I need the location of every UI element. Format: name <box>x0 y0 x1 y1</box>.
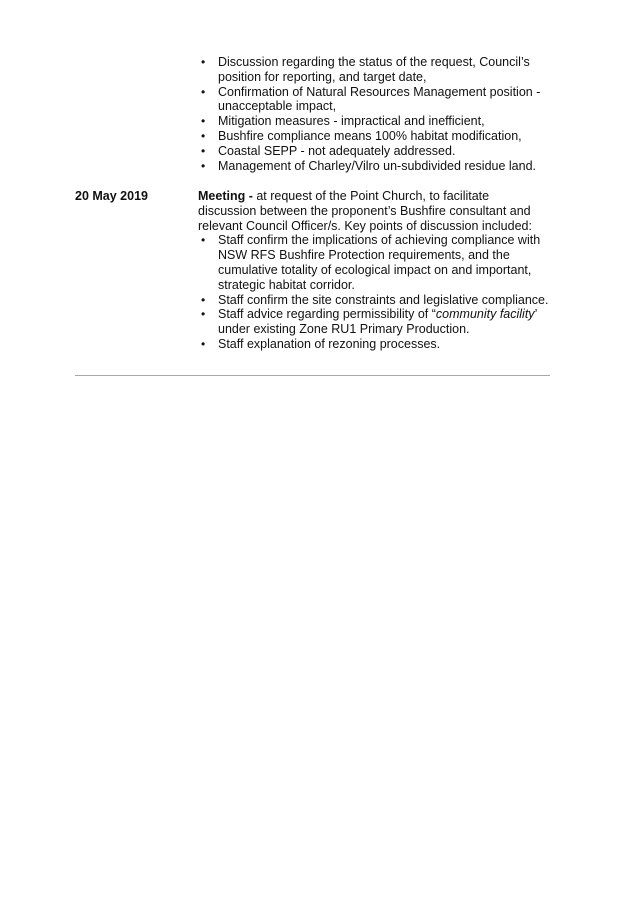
bullet-icon: • <box>201 128 206 143</box>
list-item-text: Staff advice regarding permissibility of “ <box>218 307 436 322</box>
bullet-icon: • <box>201 233 206 248</box>
list-item-text: Confirmation of Natural Resources Management position - unacceptable impact, <box>218 84 541 114</box>
list-item <box>198 233 550 292</box>
entry-intro-text: at request of the Point Church, to facilitate discussion between the proponent’s Bushfire consultant and relevant Council Officer/s. Key points of discussion included: <box>198 189 532 233</box>
list-item-text: Coastal SEPP - not adequately addressed. <box>218 143 456 158</box>
bullet-list <box>198 55 550 173</box>
bullet-icon: • <box>201 55 206 69</box>
list-item-text: Bushfire compliance means 100% habitat modification, <box>218 128 522 143</box>
list-item-emphasis: community facility <box>435 307 535 322</box>
list-item <box>198 159 550 174</box>
list-item-text: Staff explanation of rezoning processes. <box>218 336 441 351</box>
bullet-icon: • <box>201 84 206 99</box>
bullet-icon: • <box>201 158 206 173</box>
bullet-icon: • <box>201 292 206 307</box>
entry-content <box>198 189 550 352</box>
bullet-icon: • <box>201 307 206 322</box>
list-item-text: ’ under existing Zone RU1 Primary Production. <box>218 307 537 337</box>
list-item <box>198 114 550 129</box>
list-item-text: Mitigation measures - impractical and inefficient, <box>218 114 485 129</box>
list-item <box>198 85 550 115</box>
list-item <box>198 129 550 144</box>
entry-intro-bold: Meeting - <box>198 189 253 203</box>
table-bottom-rule <box>75 375 550 376</box>
bullet-list <box>198 233 550 351</box>
bullet-icon: • <box>201 114 206 129</box>
list-item <box>198 55 550 85</box>
list-item <box>198 307 550 337</box>
bullet-icon: • <box>201 143 206 158</box>
entry-intro <box>198 189 550 233</box>
list-item <box>198 293 550 308</box>
list-item <box>198 337 550 352</box>
list-item-text: Staff confirm the implications of achieving compliance with NSW RFS Bushfire Protection requirements, and the cumulative totality of ecological impact on and important, strategic habitat corridor. <box>218 233 541 292</box>
bullet-icon: • <box>201 336 206 351</box>
list-item-text: Management of Charley/Vilro un-subdivided residue land. <box>218 158 537 173</box>
list-item <box>198 144 550 159</box>
entry-date: 20 May 2019 <box>75 189 148 203</box>
entry-content <box>198 55 550 173</box>
list-item-text: Discussion regarding the status of the request, Council’s position for reporting, and target date, <box>218 55 530 84</box>
list-item-text: Staff confirm the site constraints and legislative compliance. <box>218 292 549 307</box>
